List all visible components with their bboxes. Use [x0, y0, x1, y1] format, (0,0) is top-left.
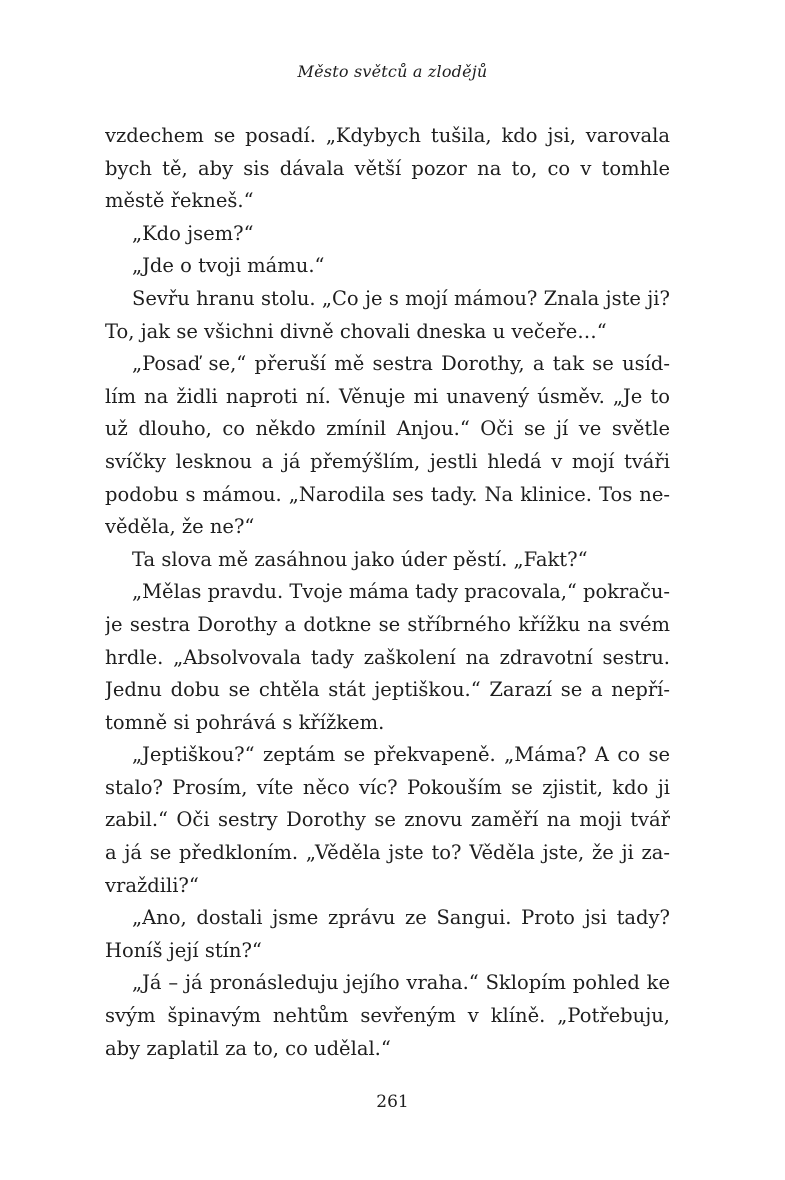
text-line: To, jak se všichni divně chovali dneska u večeře…“ — [105, 319, 607, 343]
text-line: lím na židli naproti ní. Věnuje mi unavený úsměv. „Je to — [105, 384, 670, 408]
text-line: Sevřu hranu stolu. „Co je s mojí mámou? Znala jste ji? — [132, 286, 670, 310]
text-line: vraždili?“ — [105, 873, 199, 897]
text-line: věděla, že ne?“ — [105, 515, 255, 539]
running-head: Město světců a zlodějů — [297, 62, 488, 81]
text-line: „Ano, dostali jsme zprávu ze Sangui. Proto jsi tady? — [132, 906, 670, 930]
text-line: bych tě, aby sis dávala větší pozor na to, co v tomhle — [105, 156, 670, 180]
page-number: 261 — [376, 1092, 409, 1112]
text-line: zabil.“ Oči sestry Dorothy se znovu zaměří na moji tvář — [105, 808, 670, 832]
text-line: hrdle. „Absolvovala tady zaškolení na zdravotní sestru. — [105, 645, 670, 669]
text-line: městě řekneš.“ — [105, 189, 254, 213]
text-line: je sestra Dorothy a dotkne se stříbrného křížku na svém — [105, 612, 670, 636]
text-line: podobu s mámou. „Narodila ses tady. Na klinice. Tos ne- — [105, 482, 670, 506]
text-line: „Já – já pronásleduju jejího vraha.“ Sklopím pohled ke — [132, 971, 670, 995]
text-line: aby zaplatil za to, co udělal.“ — [105, 1036, 391, 1060]
text-line: svíčky lesknou a já přemýšlím, jestli hledá v mojí tváři — [105, 449, 670, 473]
text-line: a já se předkloním. „Věděla jste to? Věděla jste, že ji za- — [105, 841, 670, 865]
text-line: „Jde o tvoji mámu.“ — [132, 254, 325, 278]
text-line: „Kdo jsem?“ — [132, 221, 254, 245]
text-line: už dlouho, co někdo zmínil Anjou.“ Oči se jí ve světle — [105, 417, 670, 441]
text-line: „Mělas pravdu. Tvoje máma tady pracovala,“ pokraču- — [132, 580, 670, 604]
body-text — [105, 120, 670, 1065]
text-line: Jednu dobu se chtěla stát jeptiškou.“ Zarazí se a nepří- — [105, 678, 670, 702]
text-line: Ta slova mě zasáhnou jako úder pěstí. „Fakt?“ — [132, 547, 588, 571]
text-line: stalo? Prosím, víte něco víc? Pokouším se zjistit, kdo ji — [105, 775, 670, 799]
text-line: „Posaď se,“ přeruší mě sestra Dorothy, a tak se usíd- — [132, 352, 670, 376]
text-line: Honíš její stín?“ — [105, 938, 262, 962]
text-line: tomně si pohrává s křížkem. — [105, 710, 385, 734]
text-line: „Jeptiškou?“ zeptám se překvapeně. „Máma? A co se — [132, 743, 670, 767]
text-line: vzdechem se posadí. „Kdybych tušila, kdo jsi, varovala — [105, 124, 670, 147]
text-line: svým špinavým nehtům sevřeným v klíně. „Potřebuju, — [105, 1004, 670, 1028]
